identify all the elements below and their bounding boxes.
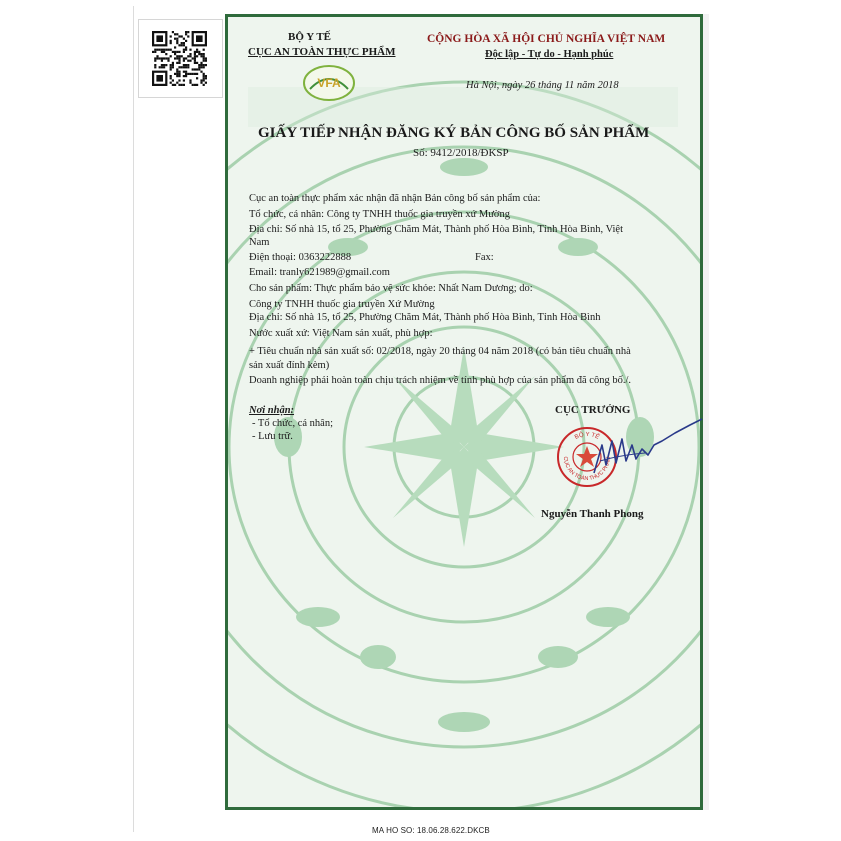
- qr-code: [138, 19, 223, 98]
- manufacturer-line: Công ty TNHH thuốc gia truyền Xứ Mường: [249, 299, 435, 310]
- agency-name: CỤC AN TOÀN THỰC PHẨM: [248, 46, 396, 58]
- document-title: GIẤY TIẾP NHẬN ĐĂNG KÝ BẢN CÔNG BỐ SẢN PHẨM: [258, 125, 650, 141]
- signer-role: CỤC TRƯỞNG: [555, 404, 631, 416]
- address-line-cont: Nam: [249, 237, 270, 248]
- place-date: Hà Nội, ngày 26 tháng 11 năm 2018: [466, 80, 619, 91]
- origin-line: Nước xuất xứ: Việt Nam sản xuất, phù hợp:: [249, 328, 433, 339]
- manufacturer-address: Địa chỉ: Số nhà 15, tổ 25, Phường Chăm Mát, Thành phố Hòa Bình, Tỉnh Hòa Bình: [249, 312, 601, 323]
- vfa-logo-text: VFA: [317, 76, 341, 90]
- product-line: Cho sản phẩm: Thực phẩm bảo vệ sức khỏe: Nhất Nam Dương; do:: [249, 283, 533, 294]
- seal-top-text: BỘ Y TẾ: [574, 431, 600, 441]
- recipients-heading: Nơi nhận:: [249, 405, 295, 416]
- page-edge-shadow: [703, 14, 709, 810]
- republic-heading: CỘNG HÒA XÃ HỘI CHỦ NGHĨA VIỆT NAM: [427, 33, 666, 45]
- national-motto: Độc lập - Tự do - Hạnh phúc: [485, 49, 614, 60]
- phone-line: Điện thoại: 0363222888: [249, 252, 352, 263]
- responsibility-line: Doanh nghiệp phải hoàn toàn chịu trách nhiệm về tính phù hợp của sản phẩm đã công bố./.: [249, 375, 631, 386]
- handwritten-signature: [590, 415, 705, 485]
- organization-line: Tổ chức, cá nhân: Công ty TNHH thuốc gia truyền xứ Mường: [249, 209, 510, 220]
- email-line: Email: tranly621989@gmail.com: [249, 267, 390, 278]
- qr-code-icon: [151, 31, 208, 86]
- signer-name: Nguyễn Thanh Phong: [541, 508, 644, 520]
- ministry-name: BỘ Y TẾ: [288, 31, 331, 43]
- recipient-item: - Tổ chức, cá nhân;: [252, 418, 334, 429]
- record-code: MA HO SO: 18.06.28.622.DKCB: [372, 826, 490, 835]
- address-line: Địa chỉ: Số nhà 15, tổ 25, Phường Chăm Mát, Thành phố Hòa Bình, Tỉnh Hòa Bình, Việt: [249, 224, 624, 235]
- standard-line-cont: sản xuất đính kèm): [249, 360, 330, 371]
- vfa-logo: [302, 63, 356, 103]
- recipient-item: - Lưu trữ.: [252, 431, 293, 442]
- fax-line: Fax:: [475, 252, 494, 263]
- registration-number: Số: 9412/2018/ĐKSP: [413, 147, 509, 159]
- seal-bottom-text: CỤC AN TOÀN THỰC PHẨM: [561, 456, 613, 483]
- standard-line: + Tiêu chuẩn nhà sản xuất số: 02/2018, ngày 20 tháng 04 năm 2018 (có bản tiêu chuẩn nhà: [249, 346, 631, 357]
- intro-line: Cục an toàn thực phẩm xác nhận đã nhận Bản công bố sản phẩm của:: [249, 193, 541, 204]
